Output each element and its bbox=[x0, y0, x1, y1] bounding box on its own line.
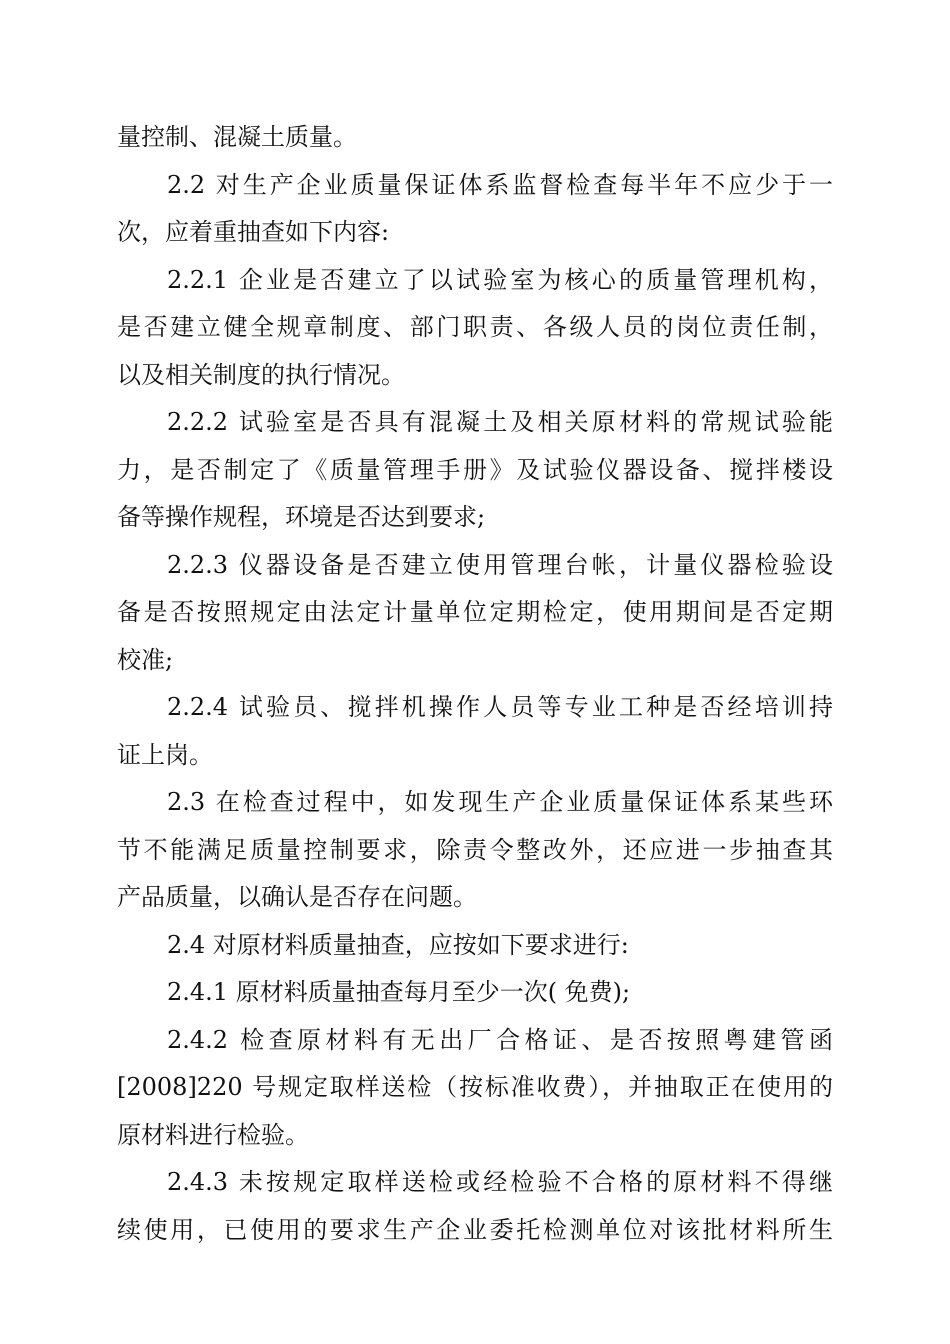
text-line: 是否建立健全规章制度、部门职责、各级人员的岗位责任制， bbox=[117, 313, 833, 341]
text-line: 量控制、混凝土质量。 bbox=[117, 123, 357, 151]
clause-2-4-2-line: 2.4.2 检查原材料有无出厂合格证、是否按照粤建管函 bbox=[167, 1025, 833, 1054]
text-line: 续使用，已使用的要求生产企业委托检测单位对该批材料所生 bbox=[117, 1215, 833, 1244]
clause-2-2-1-line: 2.2.1 企业是否建立了以试验室为核心的质量管理机构， bbox=[167, 265, 833, 294]
clause-2-3-line: 2.3 在检查过程中，如发现生产企业质量保证体系某些环 bbox=[167, 788, 833, 816]
text-line: [2008]220 号规定取样送检（按标准收费），并抽取正在使用的 bbox=[117, 1073, 833, 1101]
clause-2-2-line: 2.2 对生产企业质量保证体系监督检查每半年不应少于一 bbox=[167, 170, 833, 199]
clause-2-2-2-line: 2.2.2 试验室是否具有混凝土及相关原材料的常规试验能 bbox=[167, 408, 833, 436]
text-line: 证上岗。 bbox=[117, 740, 213, 769]
text-line: 力，是否制定了《质量管理手册》及试验仪器设备、搅拌楼设 bbox=[117, 455, 833, 484]
text-line: 以及相关制度的执行情况。 bbox=[117, 360, 405, 389]
clause-2-4-line: 2.4 对原材料质量抽查，应按如下要求进行: bbox=[167, 930, 629, 959]
text-line: 校准; bbox=[117, 645, 174, 674]
text-line: 产品质量，以确认是否存在问题。 bbox=[117, 883, 477, 911]
text-line: 原材料进行检验。 bbox=[117, 1120, 309, 1149]
text-line: 节不能满足质量控制要求，除责令整改外，还应进一步抽查其 bbox=[117, 835, 833, 864]
text-line: 次，应着重抽查如下内容: bbox=[117, 218, 390, 246]
text-line: 备是否按照规定由法定计量单位定期检定，使用期间是否定期 bbox=[117, 598, 833, 626]
clause-2-4-1-line: 2.4.1 原材料质量抽查每月至少一次( 免费); bbox=[167, 978, 631, 1006]
document-body bbox=[117, 114, 833, 1254]
clause-2-4-3-line: 2.4.3 未按规定取样送检或经检验不合格的原材料不得继 bbox=[167, 1168, 833, 1196]
clause-2-2-4-line: 2.2.4 试验员、搅拌机操作人员等专业工种是否经培训持 bbox=[167, 693, 833, 721]
clause-2-2-3-line: 2.2.3 仪器设备是否建立使用管理台帐，计量仪器检验设 bbox=[167, 550, 833, 579]
text-line: 备等操作规程，环境是否达到要求; bbox=[117, 503, 486, 531]
